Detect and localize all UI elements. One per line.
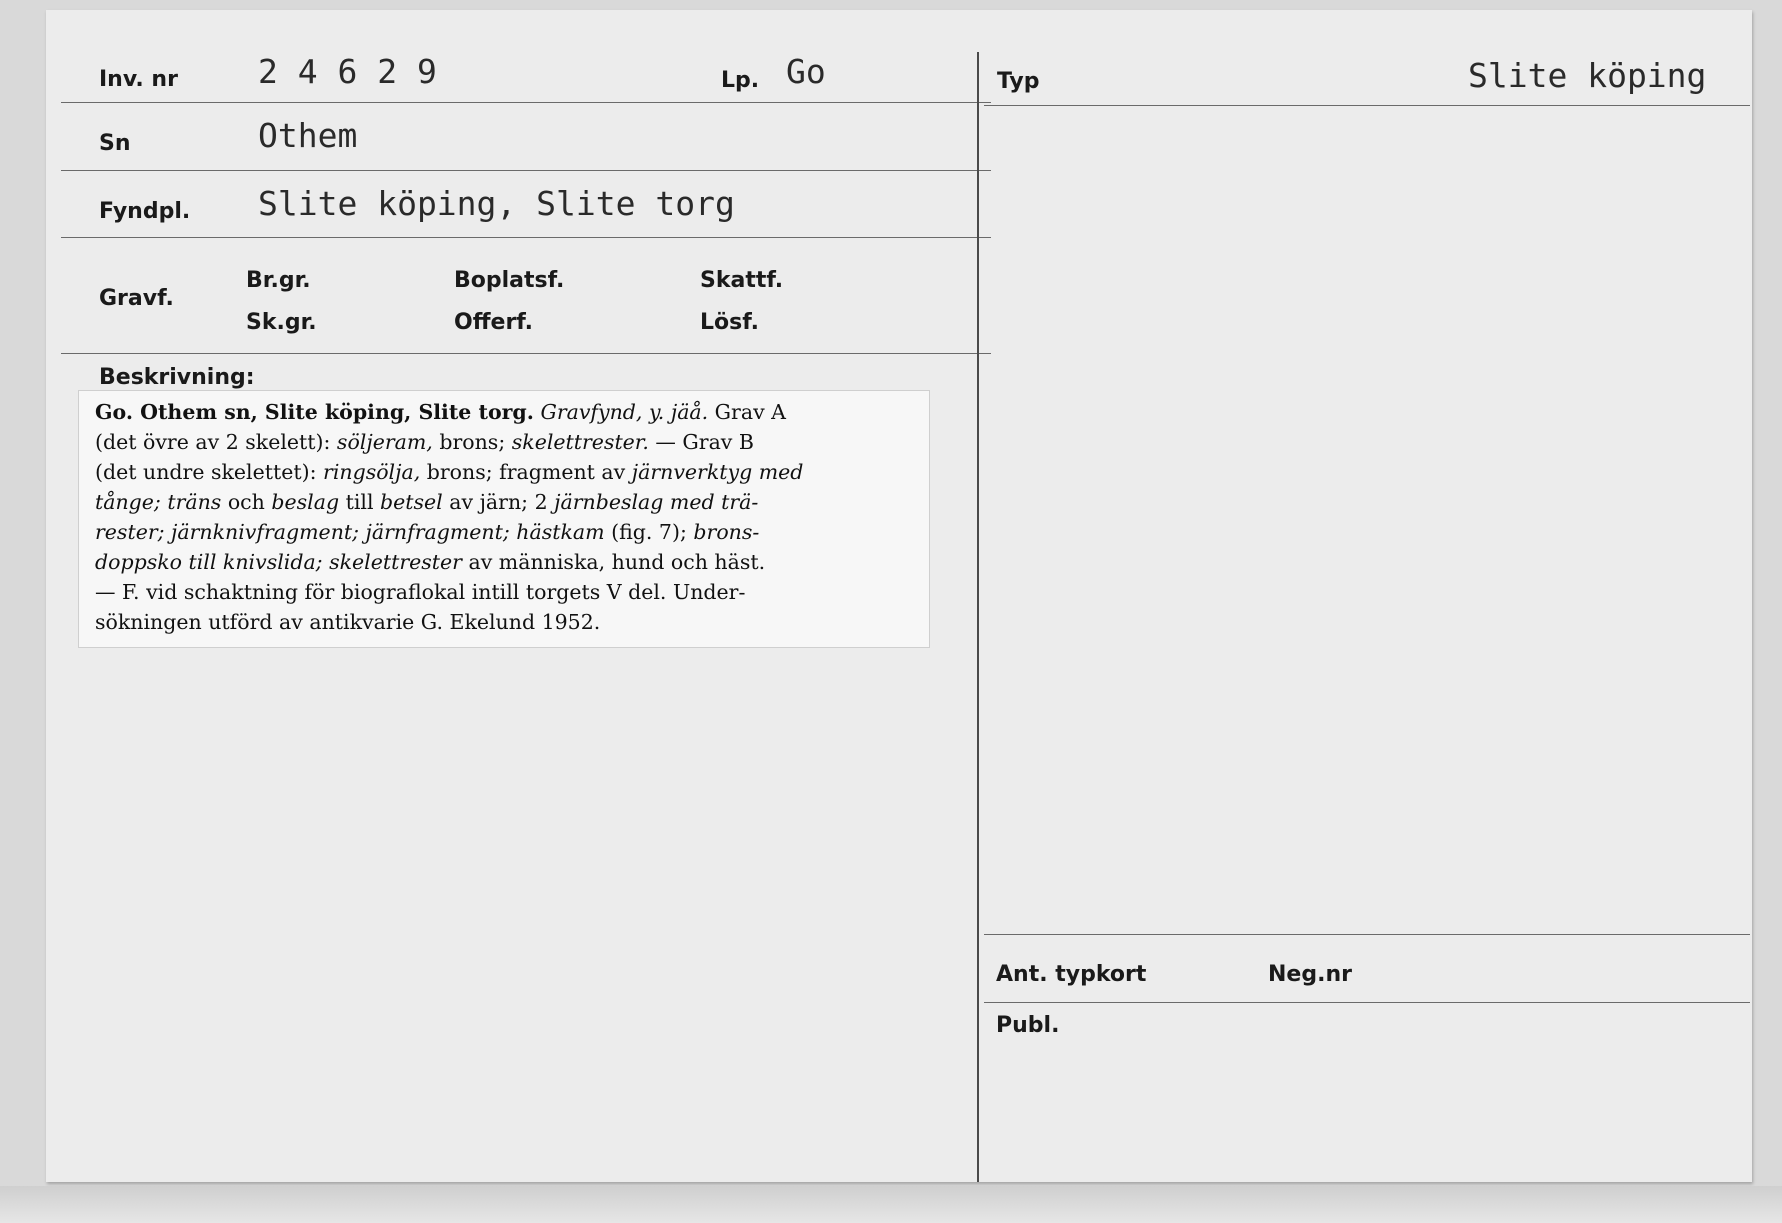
- description-text: [95, 397, 919, 637]
- neg-nr-label: Neg.nr: [1268, 962, 1352, 987]
- description-line: [95, 457, 919, 487]
- brgr-label: Br.gr.: [246, 268, 311, 293]
- row-divider: [61, 237, 991, 238]
- description-run: betsel: [380, 490, 443, 514]
- beskrivning-label: Beskrivning:: [99, 365, 255, 390]
- lp-value: Go: [786, 52, 826, 91]
- card-bottom-edge: [0, 1186, 1782, 1223]
- typ-label: Typ: [997, 69, 1040, 94]
- description-run: Go. Othem sn, Slite köping, Slite torg.: [95, 400, 534, 424]
- description-run: — F. vid schaktning för biograflokal intill torgets V del. Under-: [95, 580, 746, 604]
- row-divider: [61, 353, 991, 354]
- description-run: ringsölja,: [323, 460, 421, 484]
- description-line: [95, 577, 919, 607]
- description-run: till: [339, 490, 381, 514]
- fyndpl-label: Fyndpl.: [99, 199, 191, 224]
- description-run: söljeram,: [336, 430, 433, 454]
- description-line: [95, 427, 919, 457]
- ant-typkort-label: Ant. typkort: [996, 962, 1147, 987]
- description-run: (det övre av 2 skelett):: [95, 430, 337, 454]
- description-run: skelettrester.: [511, 430, 649, 454]
- description-line: [95, 607, 919, 637]
- offerf-label: Offerf.: [454, 310, 534, 335]
- boplatsf-label: Boplatsf.: [454, 268, 565, 293]
- description-run: — Grav B: [648, 430, 754, 454]
- row-divider: [61, 102, 991, 103]
- description-line: [95, 397, 919, 427]
- description-run: och: [221, 490, 272, 514]
- skgr-label: Sk.gr.: [246, 310, 317, 335]
- description-run: Gravfynd, y. jäå.: [540, 400, 709, 424]
- description-run: Grav A: [708, 400, 786, 424]
- row-divider: [984, 105, 1750, 106]
- sn-value: Othem: [258, 116, 358, 155]
- description-line: [95, 487, 919, 517]
- description-run: av människa, hund och häst.: [461, 550, 766, 574]
- description-line: [95, 517, 919, 547]
- inv-nr-value: 2 4 6 2 9: [258, 52, 437, 91]
- description-run: av järn; 2: [442, 490, 555, 514]
- description-run: sökningen utförd av antikvarie G. Ekelund 1952.: [95, 610, 601, 634]
- description-run: rester; järnknivfragment; järnfragment; hästkam: [95, 520, 605, 544]
- description-run: tånge; träns: [95, 490, 222, 514]
- catalogue-card: [46, 10, 1752, 1182]
- description-run: brons;: [432, 430, 512, 454]
- description-run: järnverktyg med: [631, 460, 804, 484]
- column-divider: [977, 52, 979, 1182]
- lp-label: Lp.: [721, 68, 760, 93]
- fyndpl-value: Slite köping, Slite torg: [258, 184, 735, 223]
- description-run: beslag: [271, 490, 340, 514]
- description-line: [95, 547, 919, 577]
- row-divider: [61, 170, 991, 171]
- publ-label: Publ.: [996, 1013, 1060, 1038]
- row-divider: [984, 1002, 1750, 1003]
- description-run: (det undre skelettet):: [95, 460, 324, 484]
- skattf-label: Skattf.: [700, 268, 784, 293]
- typ-value: Slite köping: [1468, 56, 1707, 95]
- description-run: brons; fragment av: [420, 460, 632, 484]
- gravf-label: Gravf.: [99, 286, 174, 311]
- row-divider: [984, 934, 1750, 935]
- description-run: brons-: [693, 520, 760, 544]
- sn-label: Sn: [99, 131, 131, 156]
- description-run: (fig. 7);: [604, 520, 694, 544]
- description-slip: [78, 390, 930, 648]
- description-run: järnbeslag med trä-: [554, 490, 759, 514]
- description-run: doppsko till knivslida; skelettrester: [95, 550, 462, 574]
- inv-nr-label: Inv. nr: [99, 67, 178, 92]
- losf-label: Lösf.: [700, 310, 759, 335]
